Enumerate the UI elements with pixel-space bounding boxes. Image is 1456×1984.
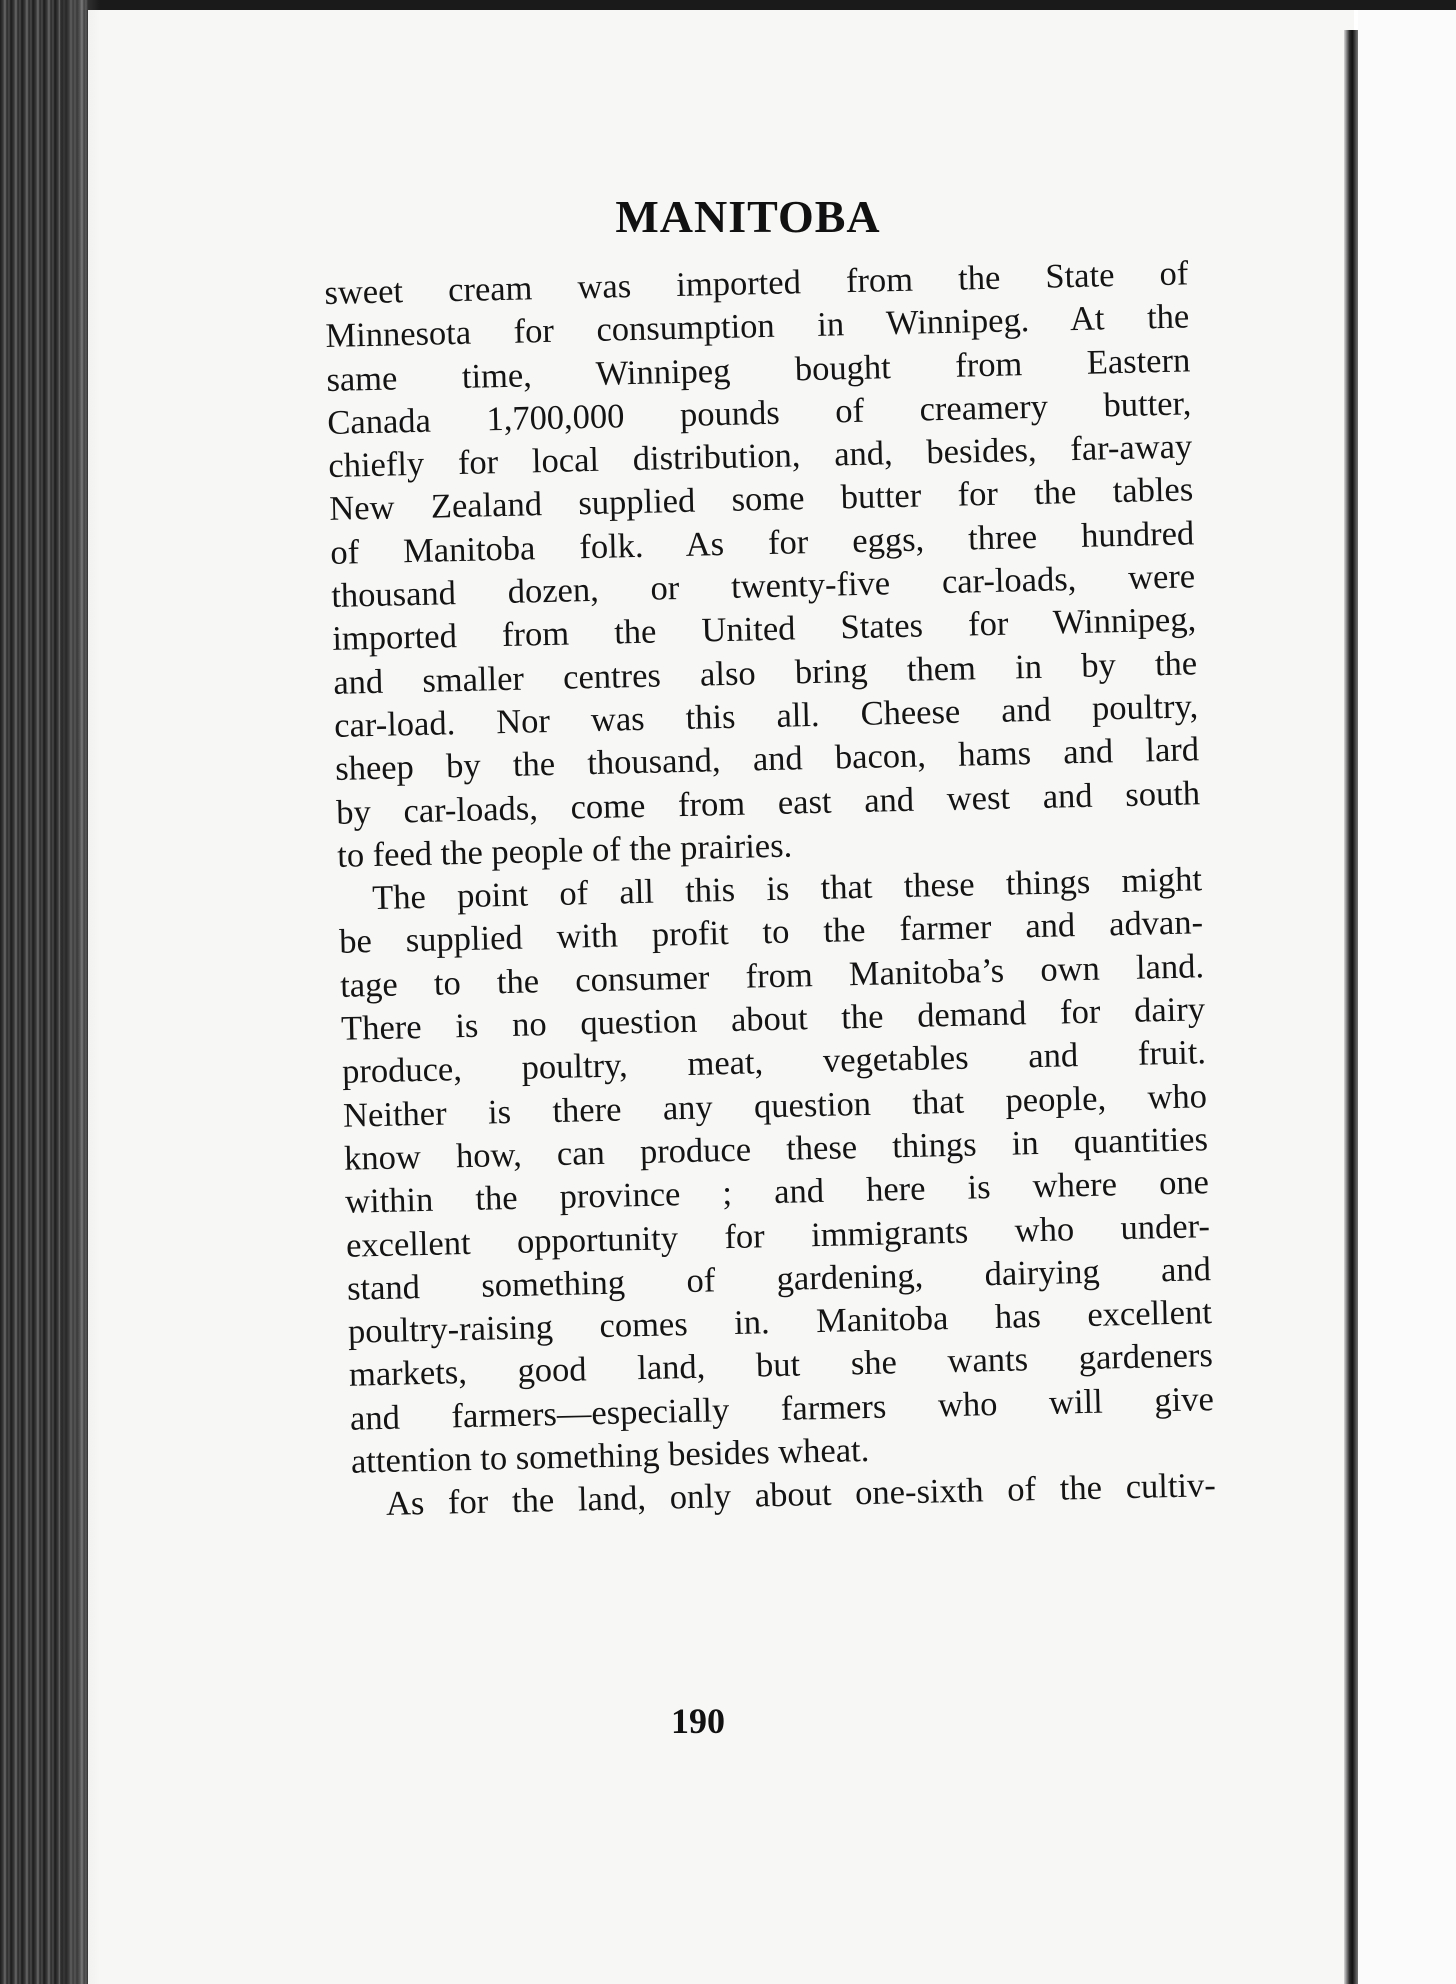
- text-line: sheep by the thousand, and bacon, hams and lard: [334, 730, 1200, 789]
- text-line: be supplied with profit to the farmer and advan-: [338, 903, 1204, 962]
- text-line: tage to the consumer from Manitoba’s own land.: [339, 946, 1205, 1005]
- page-number: 190: [671, 1701, 725, 1741]
- text-line: same time, Winnipeg bought from Eastern: [326, 340, 1191, 399]
- text-line: There is no question about the demand for dairy: [340, 990, 1206, 1048]
- text-line: Canada 1,700,000 pounds of creamery butter,: [326, 384, 1192, 442]
- running-head: MANITOBA: [615, 191, 881, 242]
- text-line: car-load. Nor was this all. Cheese and poultry,: [333, 687, 1199, 745]
- paragraph: [338, 858, 1216, 1484]
- text-line: produce, poultry, meat, vegetables and fruit.: [341, 1033, 1207, 1092]
- text-line: New Zealand supplied some butter for the tables: [328, 470, 1194, 529]
- text-line: stand something of gardening, dairying and: [346, 1249, 1212, 1308]
- text-line: know how, can produce these things in quantities: [343, 1120, 1209, 1178]
- text-line: Minnesota for consumption in Winnipeg. At the: [325, 297, 1190, 356]
- text-line: of Manitoba folk. As for eggs, three hundred: [329, 514, 1195, 572]
- text-line: and farmers—especially farmers who will give: [349, 1379, 1215, 1438]
- text-line: The point of all this is that these things might: [371, 860, 1203, 918]
- text-line: Neither is there any question that people, who: [342, 1076, 1208, 1135]
- text-line: excellent opportunity for immigrants who under-: [345, 1206, 1211, 1265]
- text-line: As for the land, only about one-sixth of the cultiv-: [385, 1466, 1217, 1524]
- text-line: sweet cream was imported from the State of: [324, 254, 1189, 312]
- paragraph: [324, 252, 1202, 878]
- text-line: imported from the United States for Winnipeg,: [331, 600, 1197, 659]
- body-text: [324, 252, 1216, 1527]
- text-line: thousand dozen, or twenty-five car-loads, were: [330, 557, 1196, 615]
- text-line: by car-loads, come from east and west and south: [335, 773, 1201, 832]
- text-line: markets, good land, but she wants gardeners: [348, 1336, 1214, 1395]
- text-line: poultry-raising comes in. Manitoba has excellent: [347, 1293, 1213, 1351]
- text-line: within the province ; and here is where one: [344, 1163, 1210, 1221]
- text-line: chiefly for local distribution, and, besides, far-away: [327, 427, 1193, 486]
- text-line: to feed the people of the prairies.: [336, 826, 793, 875]
- page-edge-shadow: [60, 0, 100, 1984]
- scan-top-border: [0, 0, 1456, 10]
- book-gutter-fold: [1344, 30, 1358, 1984]
- text-line: attention to something besides wheat.: [350, 1430, 870, 1481]
- text-line: and smaller centres also bring them in by the: [332, 643, 1198, 702]
- facing-page-edge: [1358, 10, 1456, 1984]
